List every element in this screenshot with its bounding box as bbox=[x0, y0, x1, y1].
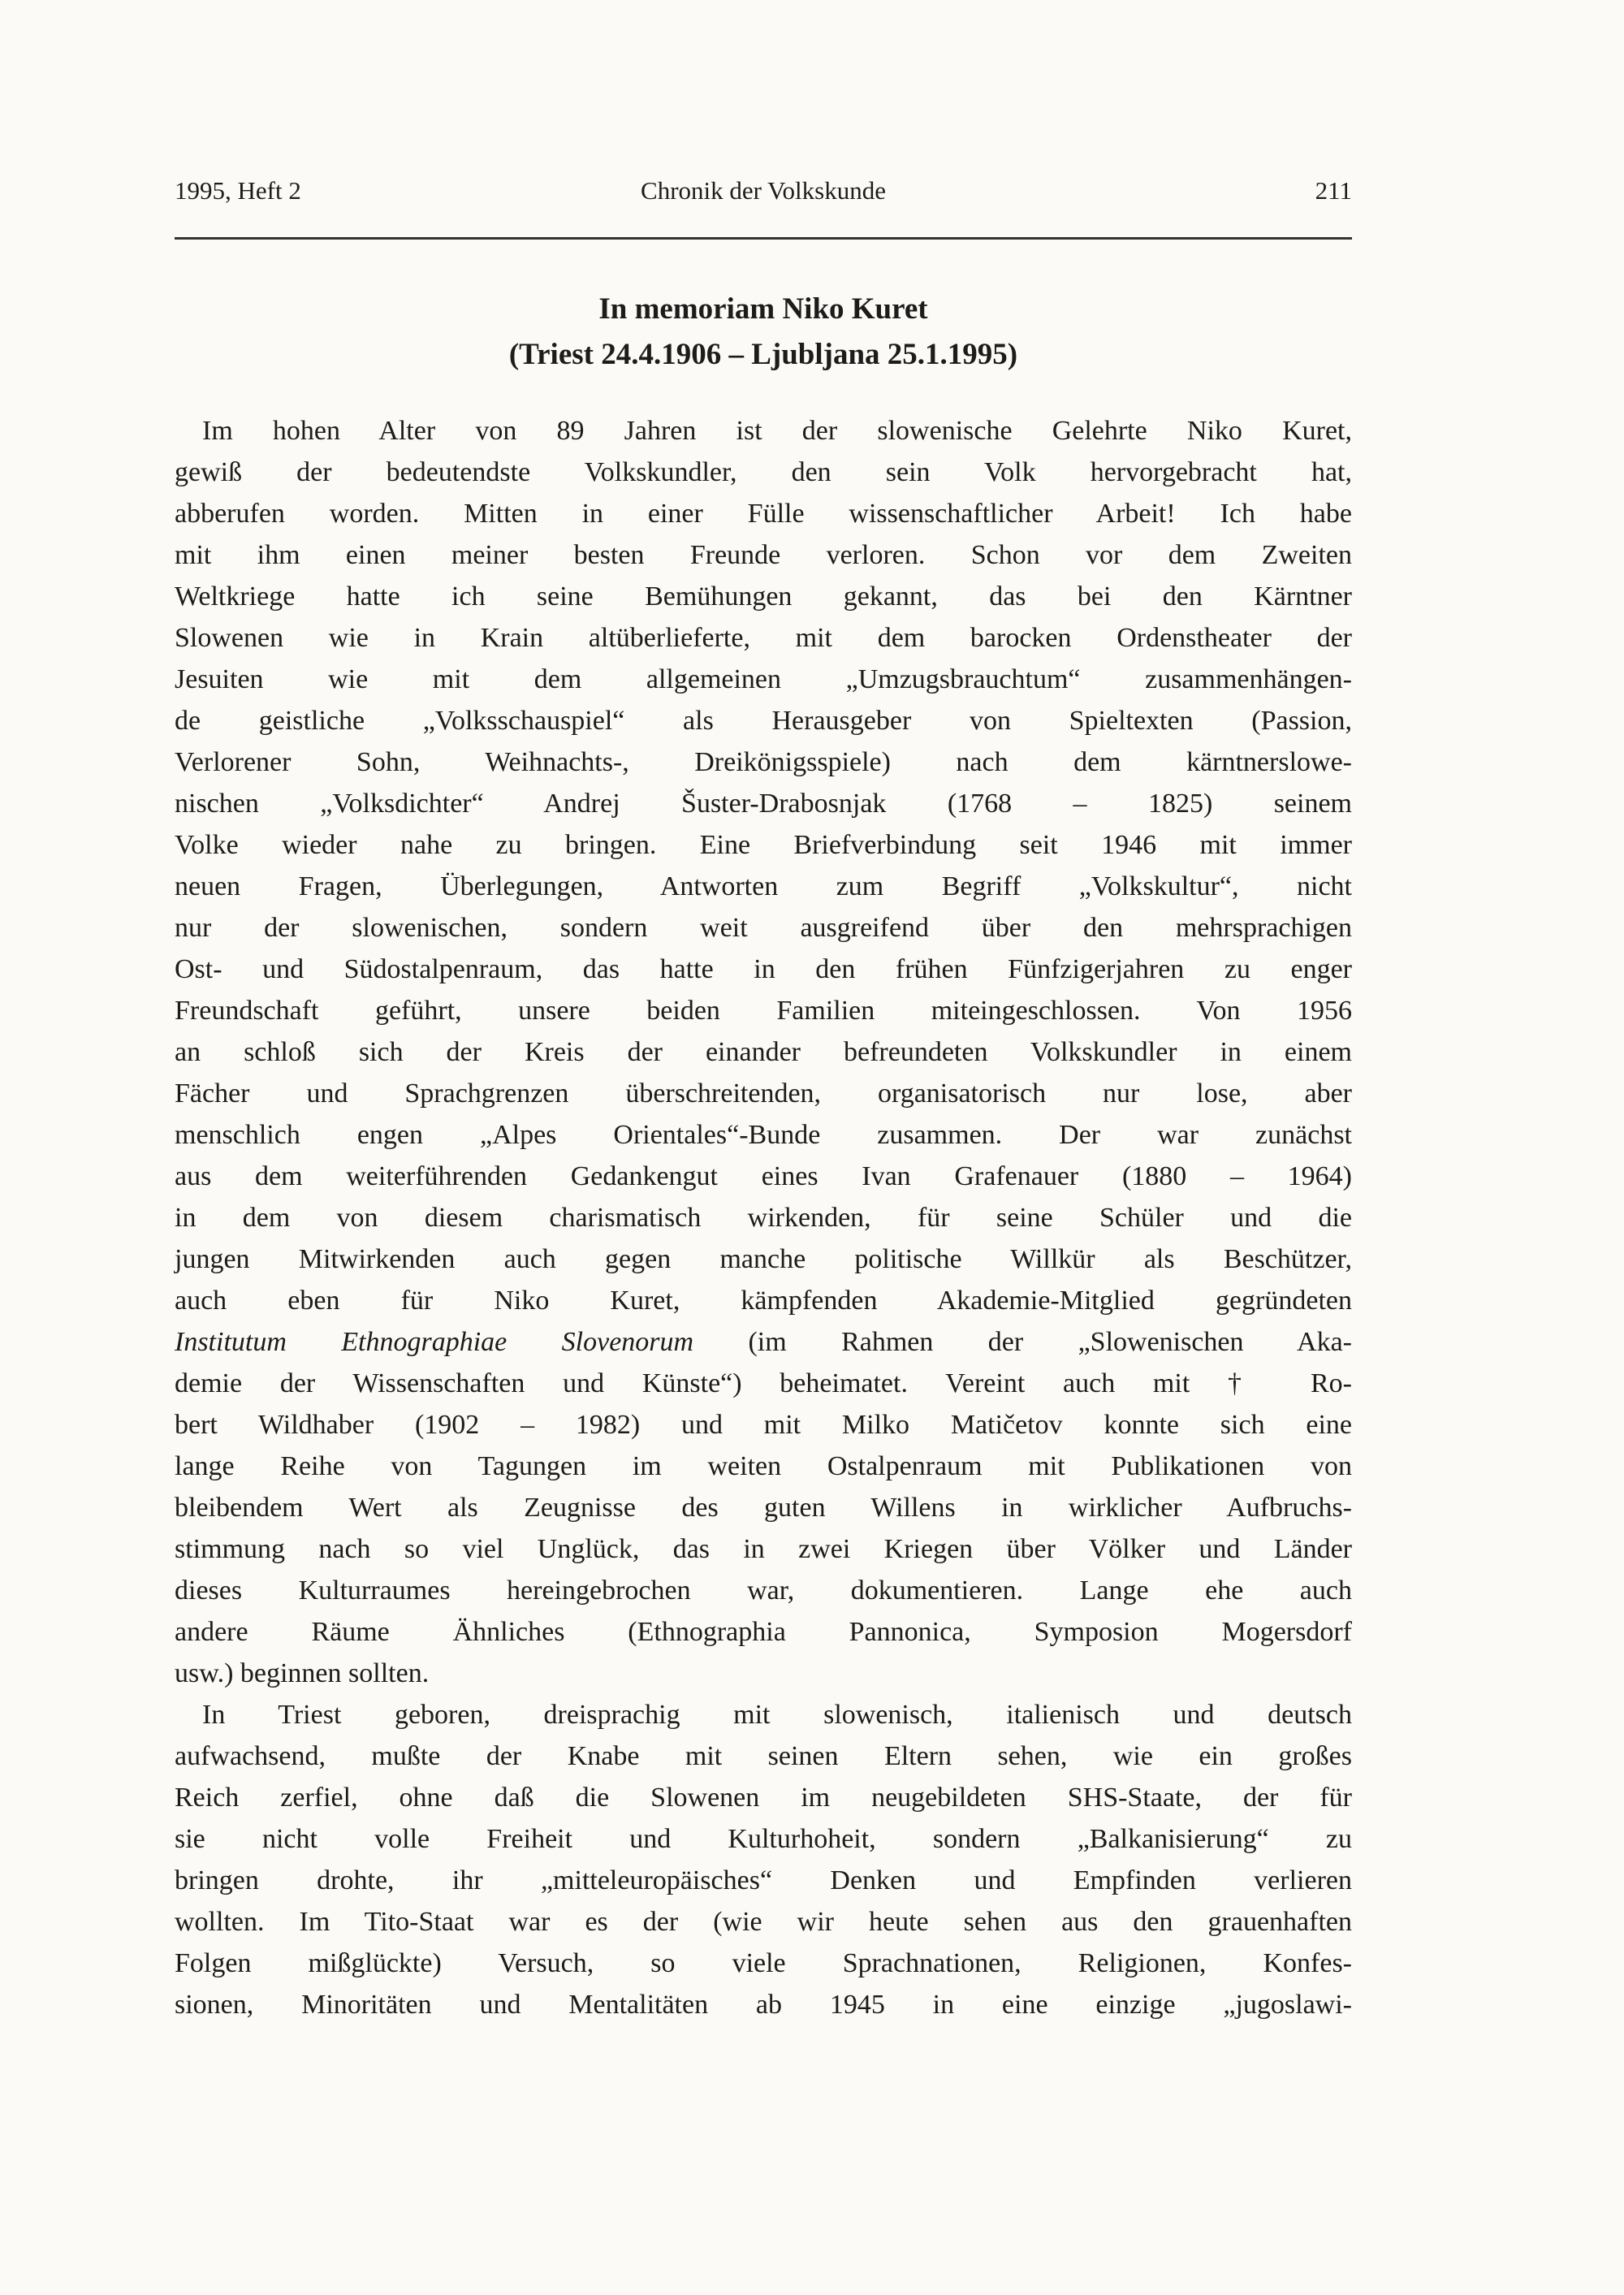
text-line: aufwachsend, mußte der Knabe mit seinen Eltern sehen, wie ein großes bbox=[175, 1741, 1352, 1771]
article-title bbox=[175, 287, 1352, 378]
text-line bbox=[175, 1321, 1352, 1363]
text-line: In Triest geboren, dreisprachig mit slowenisch, italienisch und deutsch bbox=[202, 1700, 1352, 1730]
text-line: neuen Fragen, Überlegungen, Antworten zum Begriff „Volkskultur“, nicht bbox=[175, 871, 1352, 901]
article-title-line1: In memoriam Niko Kuret bbox=[598, 292, 928, 326]
text-line: gewiß der bedeutendste Volkskundler, den sein Volk hervorgebracht hat, bbox=[175, 457, 1352, 487]
text-line: demie der Wissenschaften und Künste“) beheimatet. Vereint auch mit † Ro- bbox=[175, 1368, 1352, 1398]
text-line: jungen Mitwirkenden auch gegen manche politische Willkür als Beschützer, bbox=[175, 1244, 1352, 1274]
page-content bbox=[175, 175, 1352, 2025]
text-line: nischen „Volksdichter“ Andrej Šuster-Drabosnjak (1768 – 1825) seinem bbox=[175, 789, 1352, 819]
text-line: lange Reihe von Tagungen im weiten Ostalpenraum mit Publikationen von bbox=[175, 1451, 1352, 1481]
text-line: Volke wieder nahe zu bringen. Eine Briefverbindung seit 1946 mit immer bbox=[175, 830, 1352, 860]
text-line: bert Wildhaber (1902 – 1982) und mit Milko Matičetov konnte sich eine bbox=[175, 1410, 1352, 1440]
plain-text: (im Rahmen der „Slowenischen Aka- bbox=[693, 1327, 1352, 1357]
text-line: Jesuiten wie mit dem allgemeinen „Umzugsbrauchtum“ zusammenhängen- bbox=[175, 664, 1352, 694]
text-line: sionen, Minoritäten und Mentalitäten ab 1945 in eine einzige „jugoslawi- bbox=[175, 1990, 1352, 2020]
header-page-number: 211 bbox=[1315, 176, 1352, 205]
italic-text: Institutum Ethnographiae Slovenorum bbox=[175, 1327, 694, 1357]
header-rule bbox=[175, 237, 1352, 240]
text-line: in dem von diesem charismatisch wirkenden, für seine Schüler und die bbox=[175, 1203, 1352, 1233]
paragraph bbox=[175, 1694, 1352, 2025]
article-body bbox=[175, 410, 1352, 2025]
text-line: Freundschaft geführt, unsere beiden Familien miteingeschlossen. Von 1956 bbox=[175, 996, 1352, 1026]
paragraph bbox=[175, 410, 1352, 1694]
text-line: sie nicht volle Freiheit und Kulturhoheit, sondern „Balkanisierung“ zu bbox=[175, 1824, 1352, 1854]
text-line: menschlich engen „Alpes Orientales“-Bunde zusammen. Der war zunächst bbox=[175, 1120, 1352, 1150]
text-line: Ost- und Südostalpenraum, das hatte in den frühen Fünfzigerjahren zu enger bbox=[175, 954, 1352, 984]
text-line: abberufen worden. Mitten in einer Fülle wissenschaftlicher Arbeit! Ich habe bbox=[175, 499, 1352, 529]
text-line: Weltkriege hatte ich seine Bemühungen gekannt, das bei den Kärntner bbox=[175, 581, 1352, 612]
text-line: Slowenen wie in Krain altüberlieferte, mit dem barocken Ordenstheater der bbox=[175, 623, 1352, 653]
text-line: bringen drohte, ihr „mitteleuropäisches“ Denken und Empfinden verlieren bbox=[175, 1865, 1352, 1895]
text-line: wollten. Im Tito-Staat war es der (wie wir heute sehen aus den grauenhaften bbox=[175, 1907, 1352, 1937]
text-line: mit ihm einen meiner besten Freunde verloren. Schon vor dem Zweiten bbox=[175, 540, 1352, 570]
text-line: Reich zerfiel, ohne daß die Slowenen im neugebildeten SHS-Staate, der für bbox=[175, 1783, 1352, 1813]
text-line: de geistliche „Volksschauspiel“ als Herausgeber von Spieltexten (Passion, bbox=[175, 706, 1352, 736]
text-line: aus dem weiterführenden Gedankengut eines Ivan Grafenauer (1880 – 1964) bbox=[175, 1161, 1352, 1191]
text-line: usw.) beginnen sollten. bbox=[175, 1658, 430, 1688]
article-title-line2: (Triest 24.4.1906 – Ljubljana 25.1.1995) bbox=[508, 338, 1018, 371]
text-line: nur der slowenischen, sondern weit ausgreifend über den mehrsprachigen bbox=[175, 913, 1352, 943]
header-issue: 1995, Heft 2 bbox=[175, 176, 301, 205]
text-line: Folgen mißglückte) Versuch, so viele Sprachnationen, Religionen, Konfes- bbox=[175, 1948, 1352, 1978]
text-line: bleibendem Wert als Zeugnisse des guten Willens in wirklicher Aufbruchs- bbox=[175, 1493, 1352, 1523]
text-line: stimmung nach so viel Unglück, das in zwei Kriegen über Völker und Länder bbox=[175, 1534, 1352, 1564]
text-line: Im hohen Alter von 89 Jahren ist der slowenische Gelehrte Niko Kuret, bbox=[202, 416, 1352, 446]
text-line: andere Räume Ähnliches (Ethnographia Pannonica, Symposion Mogersdorf bbox=[175, 1617, 1352, 1647]
header-journal-title: Chronik der Volkskunde bbox=[641, 176, 886, 205]
running-header bbox=[175, 175, 1352, 206]
text-line: auch eben für Niko Kuret, kämpfenden Akademie-Mitglied gegründeten bbox=[175, 1286, 1352, 1316]
text-line: Fächer und Sprachgrenzen überschreitenden, organisatorisch nur lose, aber bbox=[175, 1078, 1352, 1109]
text-line: an schloß sich der Kreis der einander befreundeten Volkskundler in einem bbox=[175, 1037, 1352, 1067]
text-line: Verlorener Sohn, Weihnachts-, Dreikönigsspiele) nach dem kärntnerslowe- bbox=[175, 747, 1352, 777]
text-line: dieses Kulturraumes hereingebrochen war, dokumentieren. Lange ehe auch bbox=[175, 1575, 1352, 1606]
